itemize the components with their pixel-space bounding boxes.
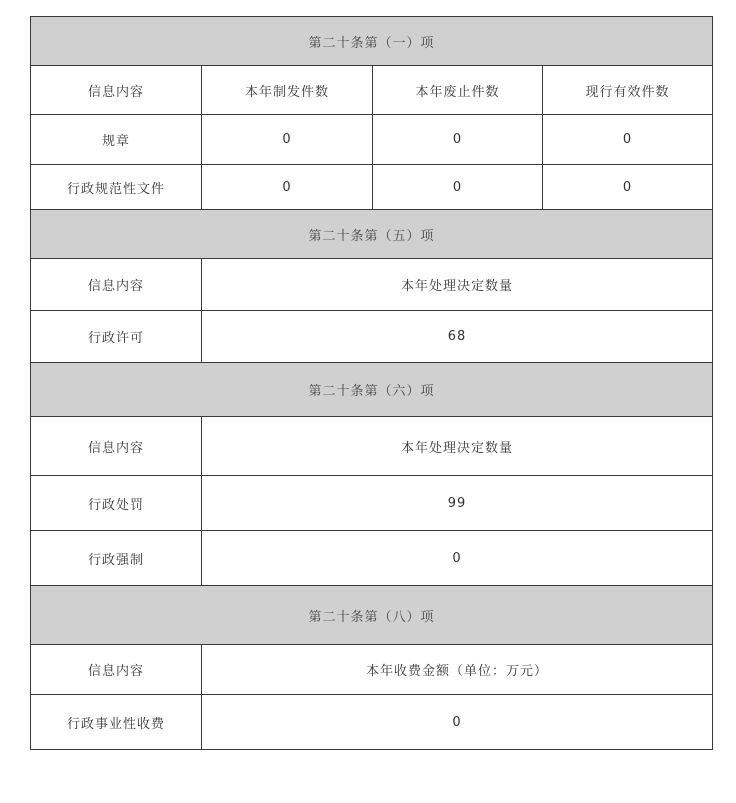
section-title: 第二十条第（八）项 [31,586,713,645]
table-row [31,115,713,165]
table-row [31,476,713,531]
section-header-8 [31,586,713,645]
column-header: 信息内容 [31,259,202,311]
table-row [31,531,713,586]
column-header: 本年制发件数 [202,66,373,115]
table-header-row [31,417,713,476]
column-header: 信息内容 [31,645,202,695]
table-header-row [31,66,713,115]
cell-value: 0 [202,115,373,165]
section-header-1 [31,17,713,66]
cell-value: 0 [202,165,373,210]
row-label: 行政强制 [31,531,202,586]
table-header-row [31,645,713,695]
row-label: 行政许可 [31,311,202,363]
column-header: 本年处理决定数量 [202,259,713,311]
table-row [31,695,713,750]
row-label: 行政处罚 [31,476,202,531]
section-header-5 [31,210,713,259]
section-title: 第二十条第（五）项 [31,210,713,259]
cell-value: 0 [202,531,713,586]
section-header-6 [31,363,713,417]
cell-value: 0 [543,115,713,165]
row-label: 规章 [31,115,202,165]
cell-value: 0 [373,165,543,210]
cell-value: 68 [202,311,713,363]
table-header-row [31,259,713,311]
section-title: 第二十条第（一）项 [31,17,713,66]
column-header: 本年收费金额（单位：万元） [202,645,713,695]
cell-value: 0 [543,165,713,210]
row-label: 行政规范性文件 [31,165,202,210]
cell-value: 0 [373,115,543,165]
cell-value: 0 [202,695,713,750]
cell-value: 99 [202,476,713,531]
column-header: 现行有效件数 [543,66,713,115]
column-header: 信息内容 [31,417,202,476]
column-header: 本年处理决定数量 [202,417,713,476]
table-row [31,165,713,210]
column-header: 本年废止件数 [373,66,543,115]
disclosure-table-sheet [30,16,712,750]
disclosure-table [30,16,713,750]
row-label: 行政事业性收费 [31,695,202,750]
section-title: 第二十条第（六）项 [31,363,713,417]
column-header: 信息内容 [31,66,202,115]
table-row [31,311,713,363]
